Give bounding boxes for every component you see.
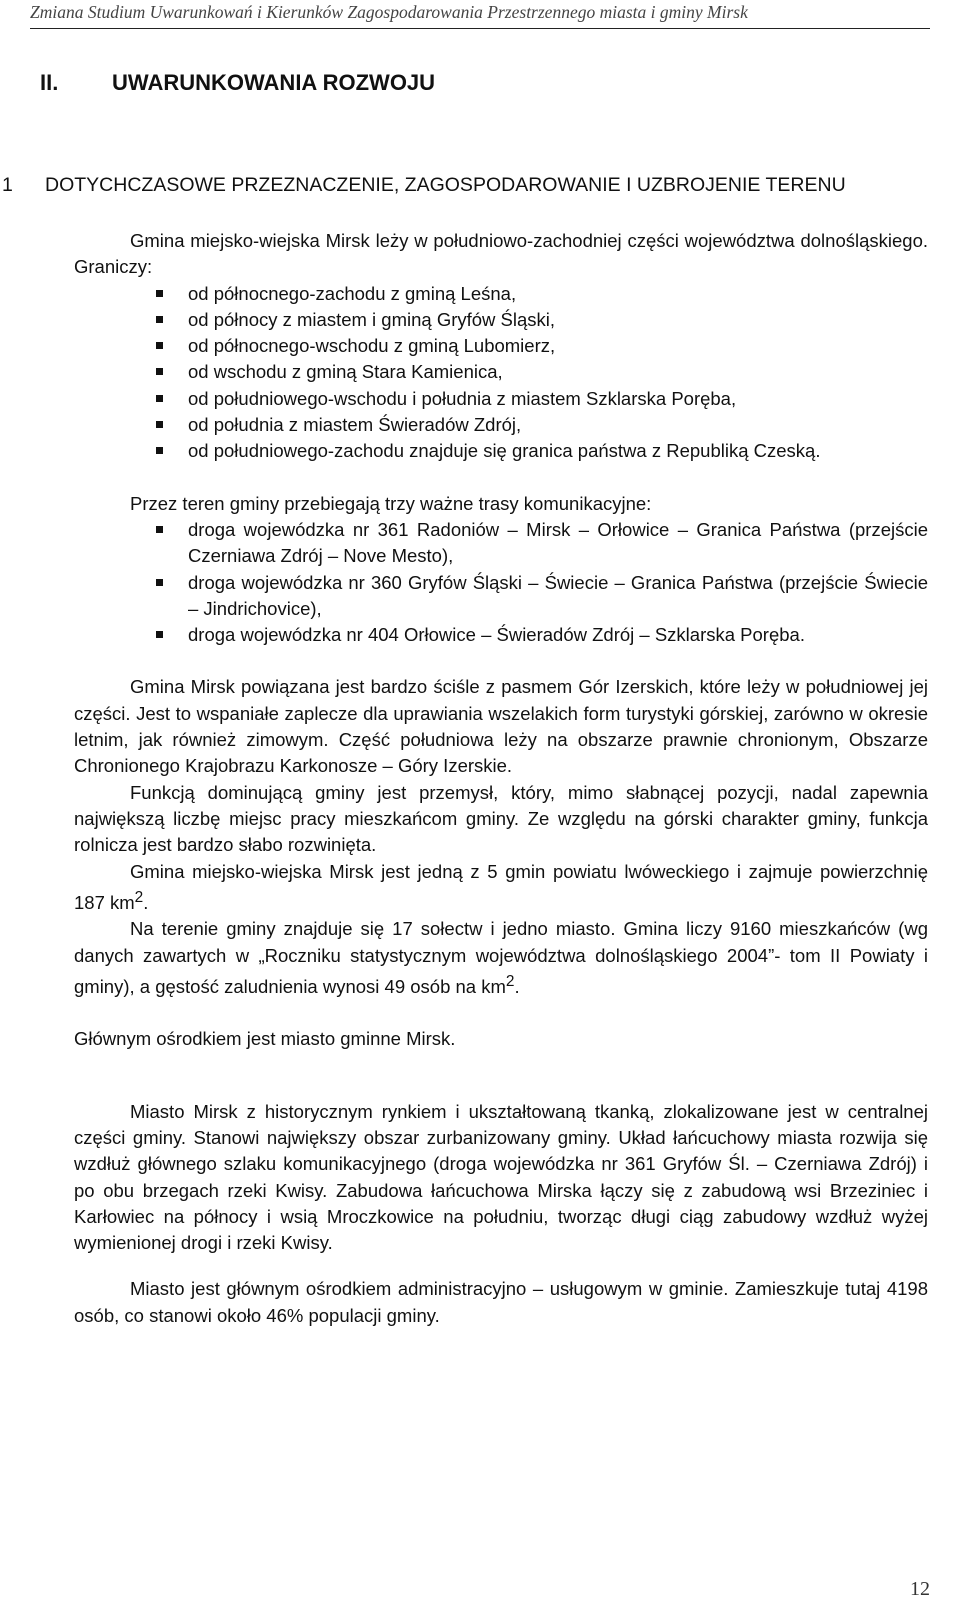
bullet-icon — [156, 290, 163, 297]
list-item-text: od północy z miastem i gminą Gryfów Śląski, — [188, 308, 556, 330]
area-text: Gmina miejsko-wiejska Mirsk jest jedną z 5 gmin powiatu lwóweckiego i zajmuje powierzchnię 187 km — [74, 860, 928, 913]
bullet-icon — [156, 579, 163, 586]
bullet-icon — [156, 368, 163, 375]
list-item-text: droga wojewódzka nr 361 Radoniów – Mirsk – Orłowice – Granica Państwa (przejście Czerniawa Zdrój – Nove Mesto), — [188, 518, 928, 567]
paragraph-mountains: Gmina Mirsk powiązana jest bardzo ściśle z pasmem Gór Izerskich, które leży w południowej jej części. Jest to wspaniałe zaplecze dla uprawiania wszelakich form turystyki górskiej, zarówno w okresie letnim, jak również zimowym. Część południowa leży na obszarze prawnie chronionym, Obszarze Chronionego Krajobrazu Karkonosze – Góry Izerskie. — [74, 676, 928, 777]
bullet-icon — [156, 342, 163, 349]
list-item — [74, 386, 928, 412]
list-item-text: od północnego-zachodu z gminą Leśna, — [188, 282, 517, 304]
list-item — [74, 281, 928, 307]
section-heading — [0, 172, 928, 198]
spacer — [74, 648, 928, 674]
list-item — [74, 412, 928, 438]
spacer — [74, 1256, 928, 1276]
section-title: DOTYCHCZASOWE PRZEZNACZENIE, ZAGOSPODAROWANIE I UZBROJENIE TERENU — [45, 174, 846, 196]
population-text: Na terenie gminy znajduje się 17 sołectw i jedno miasto. Gmina liczy 9160 mieszkańców (wg danych zawartych w „Roczniku statystycznym województwa dolnośląskiego 2004”- tom II Powiaty i gminy), a gęstość zaludnienia wynosi 49 osób na km — [74, 918, 928, 998]
list-item-text: od południowego-wschodu i południa z miastem Szklarska Poręba, — [188, 387, 737, 409]
paragraph-population — [74, 916, 928, 1000]
list-item-text: droga wojewódzka nr 360 Gryfów Śląski – Świecie – Granica Państwa (przejście Świecie – Jindrichovice), — [188, 571, 928, 619]
running-header: Zmiana Studium Uwarunkowań i Kierunków Zagospodarowania Przestrzennego miasta i gminy Mirsk — [30, 2, 930, 29]
chapter-title: UWARUNKOWANIA ROZWOJU — [112, 70, 436, 95]
bullet-icon — [156, 526, 163, 533]
list-item-text: od wschodu z gminą Stara Kamienica, — [188, 361, 503, 383]
list-item-text: od południowego-zachodu znajduje się granica państwa z Republiką Czeską. — [188, 440, 821, 462]
spacer — [74, 1000, 928, 1026]
bullet-icon — [156, 447, 163, 454]
paragraph-area — [74, 859, 928, 917]
list-item — [74, 622, 928, 648]
list-item — [74, 333, 928, 359]
spacer — [74, 465, 928, 491]
bullet-icon — [156, 421, 163, 428]
spacer — [74, 1053, 928, 1079]
list-item — [74, 438, 928, 464]
list-item — [74, 307, 928, 333]
borders-intro: Gmina miejsko-wiejska Mirsk leży w południowo-zachodniej części województwa dolnośląskiego. Graniczy: — [74, 230, 928, 278]
roads-list — [74, 517, 928, 648]
page-number: 12 — [910, 1578, 930, 1600]
borders-list — [74, 281, 928, 465]
spacer — [74, 1079, 928, 1099]
paragraph-industry: Funkcją dominującą gminy jest przemysł, który, mimo słabnącej pozycji, nadal zapewnia największą liczbę miejsc pracy mieszkańcom gminy. Ze względu na górski charakter gminy, funkcja rolnicza jest bardzo słabo rozwinięta. — [74, 781, 928, 856]
chapter-heading — [40, 70, 435, 96]
roads-intro: Przez teren gminy przebiegają trzy ważne trasy komunikacyjne: — [130, 492, 652, 514]
section-number: 1 — [2, 174, 13, 196]
bullet-icon — [156, 395, 163, 402]
list-item — [74, 570, 928, 623]
list-item — [74, 359, 928, 385]
bullet-icon — [156, 316, 163, 323]
paragraph-main-centre: Głównym ośrodkiem jest miasto gminne Mirsk. — [74, 1028, 456, 1050]
population-end: . — [514, 976, 520, 998]
body-text — [74, 228, 928, 1329]
list-item — [74, 517, 928, 570]
list-item-text: od południa z miastem Świeradów Zdrój, — [188, 414, 522, 436]
bullet-icon — [156, 631, 163, 638]
area-superscript: 2 — [134, 888, 144, 906]
list-item-text: droga wojewódzka nr 404 Orłowice – Świeradów Zdrój – Szklarska Poręba. — [188, 624, 805, 646]
area-end: . — [143, 891, 149, 913]
population-superscript: 2 — [505, 972, 515, 990]
paragraph-administration: Miasto jest głównym ośrodkiem administracyjno – usługowym w gminie. Zamieszkuje tutaj 4198 osób, co stanowi około 46% populacji gminy. — [74, 1278, 928, 1326]
list-item-text: od północnego-wschodu z gminą Lubomierz, — [188, 335, 556, 357]
chapter-number: II. — [40, 70, 59, 95]
paragraph-town: Miasto Mirsk z historycznym rynkiem i ukształtowaną tkanką, zlokalizowane jest w centralnej części gminy. Stanowi największy obszar zurbanizowany gminy. Układ łańcuchowy miasta rozwija się wzdłuż głównego szlaku komunikacyjnego (droga wojewódzka nr 361 Gryfów Śl. – Czerniawa Zdrój) i po obu brzegach rzeki Kwisy. Zabudowa łańcuchowa Mirska łączy się z zabudową wsi Brzeziniec i Karłowiec na północy i wsią Mroczkowice na południu, tworząc długi ciąg zabudowy wzdłuż wyżej wymienionej drogi i rzeki Kwisy. — [74, 1100, 928, 1254]
